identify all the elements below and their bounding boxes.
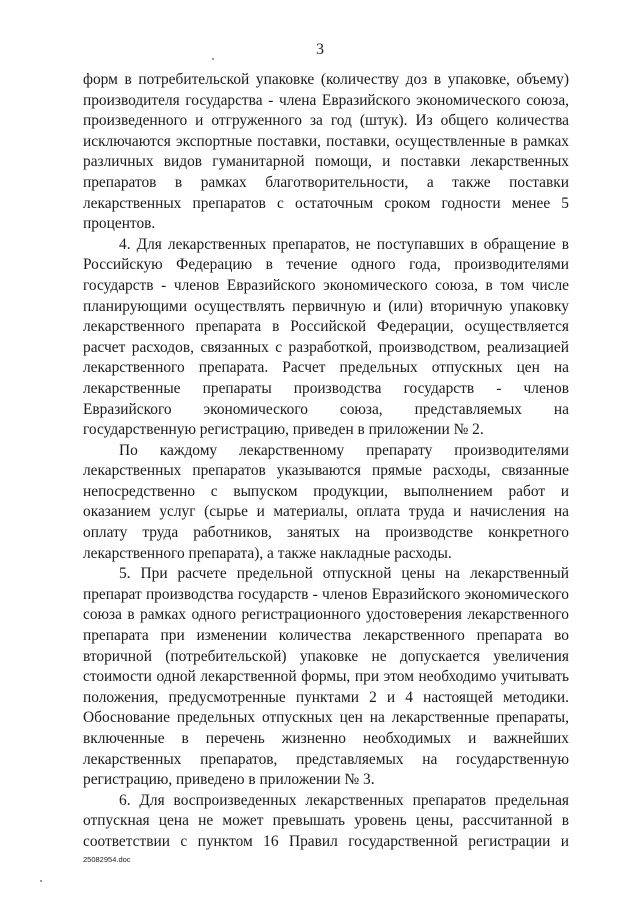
paragraph-item-4: 4. Для лекарственных препаратов, не поступавших в обращение в Российскую Федерацию в течение одного года, производителями государств - членов Евразийского экономического союза, в том числе планирующими осуществлять первичную и (или) вторичную упаковку лекарственного препарата в Российской Федерации, осуществляется расчет расходов, связанных с разработкой, производством, реализацией лекарственного препарата. Расчет предельных отпускных цен на лекарственные препараты производства государств - членов Евразийского экономического союза, представляемых на государственную регистрацию, приведен в приложении № 2. [83, 235, 569, 439]
paragraph-item-6: 6. Для воспроизведенных лекарственных препаратов предельная отпускная цена не может превышать уровень цены, рассчитанной в соответствии с пунктом 16 Правил государственной регистрации и [83, 791, 569, 850]
page-number: 3 [316, 41, 324, 58]
scan-speck [212, 58, 214, 60]
document-file-code: 25082954.doc [83, 855, 131, 864]
paragraph-direct-costs: По каждому лекарственному препарату производителями лекарственных препаратов указываются прямые расходы, связанные непосредственно с выпуском продукции, выполнением работ и оказанием услуг (сырье и материалы, оплата труда и начисления на оплату труда работников, занятых на производстве конкретного лекарственного препарата), а также накладные расходы. [83, 441, 569, 562]
paragraph-continuation: форм в потребительской упаковке (количеству доз в упаковке, объему) производителя государства - члена Евразийского экономического союза, произведенного и отгруженного за год (штук). Из общего количества исключаются экспортные поставки, поставки, осуществленные в рамках различных видов гуманитарной помощи, и поставки лекарственных препаратов в рамках благотворительности, а также поставки лекарственных препаратов с остаточным сроком годности менее 5 процентов. [83, 71, 569, 233]
scan-speck [40, 880, 42, 882]
document-body [83, 70, 569, 853]
paragraph-item-5: 5. При расчете предельной отпускной цены на лекарственный препарат производства государств - членов Евразийского экономического союза в рамках одного регистрационного удостоверения лекарственного препарата при изменении количества лекарственного препарата во вторичной (потребительской) упаковке не допускается увеличения стоимости одной лекарственной формы, при этом необходимо учитывать положения, предусмотренные пунктами 2 и 4 настоящей методики. Обоснование предельных отпускных цен на лекарственные препараты, включенные в перечень жизненно необходимых и важнейших лекарственных препаратов, представляемых на государственную регистрацию, приведено в приложении № 3. [83, 565, 569, 789]
